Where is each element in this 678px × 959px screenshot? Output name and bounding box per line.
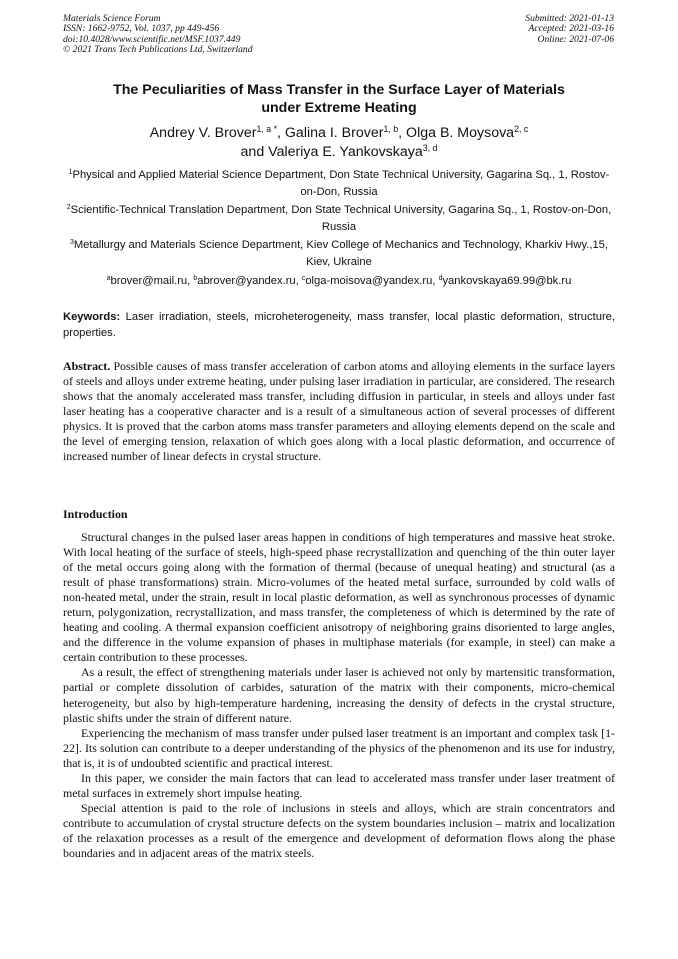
email-mark: a (106, 275, 111, 283)
keywords-label: Keywords: (63, 311, 121, 323)
publication-dates (525, 14, 614, 45)
journal-info (63, 14, 253, 56)
body-paragraph: Structural changes in the pulsed laser areas happen in conditions of high temperatures and massive heat stroke. With local heating of the surface of steels, high-speed phase recrystallization and quenching of the thin outer layer of the metal occurs going along with the formation of thermal (because of unequal heating) and structural (as a result of phase transformations) strain. Micro-volumes of the heated metal surface, surrounded by cold walls of non-heated metal, under the strain, result in local plastic deformation, as well as synchronous processes of dynamic return, polygonization, recrystallization, and mass transfer, the completeness of which is determined by the rate of heating and cooling. A thermal expansion coefficient anisotropy of neighboring grains disoriented to large angles, and the difference in the volume expansion of phases in multiphase materials (for example, in steel) can make a certain contribution to these processes. (63, 530, 615, 665)
author-affiliation-mark: 1, a * (256, 124, 277, 135)
email-link[interactable]: brover@mail.ru (110, 275, 188, 287)
email-mark: c (301, 275, 306, 283)
author-name: Andrey V. Brover (149, 125, 257, 141)
author-affiliation-mark: 3, d (422, 143, 438, 154)
title-line-1: The Peculiarities of Mass Transfer in the Surface Layer of Materials (113, 82, 565, 98)
title-line-2: under Extreme Heating (261, 100, 417, 116)
author-connector: and (240, 144, 265, 160)
abstract-label: Abstract. (63, 359, 111, 373)
email-list: $^a$brover@mail.ru, $^b$abrover@yandex.ru, $^c$olga-moisova@yandex.ru, $^d$yankovskaya69.99@bk.ru (106, 275, 572, 287)
journal-name: Materials Science Forum (63, 13, 161, 24)
body-paragraph: As a result, the effect of strengthening materials under laser is achieved not only by martensitic transformation, partial or complete dissolution of carbides, saturation of the matrix with their components, micro-chemical heterogeneity, but also by high-temperature hardening, increasing the density of defects in the crystal structure, plastic shifts under the strain of different nature. (63, 665, 615, 725)
affiliation-text: Physical and Applied Material Science Department, Don State Technical University, Gagarina Sq., 1, Rostov-on-Don, Russia (72, 169, 610, 198)
paper-title (63, 81, 615, 117)
email-link[interactable]: olga-moisova@yandex.ru (305, 275, 433, 287)
journal-doi: doi:10.4028/www.scientific.net/MSF.1037.449 (63, 33, 241, 45)
affiliation-number: 2 (66, 204, 71, 212)
section-heading-introduction: Introduction (63, 507, 128, 521)
affiliation-text: Scientific-Technical Translation Department, Don State Technical University, Gagarina Sq., 1, Rostov-on-Don, Russia (70, 204, 612, 233)
email-mark: d (438, 275, 443, 283)
email-mark: b (193, 275, 198, 283)
body-paragraph: Experiencing the mechanism of mass transfer under pulsed laser treatment is an important and complex task [1-22]. Its solution can contribute to a deeper understanding of the physics of the phenomenon and its use for industry, that is, it is of undoubted scientific and practical interest. (63, 725, 615, 770)
affiliation-3 (63, 238, 615, 270)
abstract-text: Possible causes of mass transfer acceleration of carbon atoms and alloying elements in the surface layers of steels and alloys under extreme heating, under pulsing laser irradiation in particular, are considered. The research shows that the anomaly accelerated mass transfer, including diffusion in particular, in steels and alloys under fast laser heating has a cooperative character and is a result of a simultaneous action of several processes of different physics. It is proved that the carbon atoms mass transfer parameters and alloying elements depend on the scale and the level of emerging tension, relaxation of which goes along with a local plastic deformation, and occurrence of increased number of linear defects in crystal structure. (63, 359, 615, 464)
email-link[interactable]: abrover@yandex.ru (197, 275, 296, 287)
abstract (63, 359, 615, 464)
body-paragraph: Special attention is paid to the role of inclusions in steels and alloys, which are strain concentrators and contribute to accumulation of crystal structure defects on the system boundaries inclusion – matrix and localization of the relaxation processes as a result of the emergence and development of deformation flows along the phase boundaries and in adjacent areas of the matrix steels. (63, 800, 615, 860)
affiliation-number: 3 (69, 239, 74, 247)
author-list: Andrey V. Brover$^{1, a *}$, Galina I. Brover$^{1, b}$, Olga B. Moysova$^{2, c}$ and Valeriya E. Yankovskaya$^{3, d}$ (149, 124, 529, 160)
affiliation-text: Metallurgy and Materials Science Department, Kiev College of Mechanics and Technology, Kharkiv Hwy.,15, Kiev, Ukraine (73, 239, 608, 268)
author-affiliation-mark: 2, c (514, 124, 529, 135)
date-accepted: Accepted: 2021-03-16 (528, 23, 614, 35)
date-submitted: Submitted: 2021-01-13 (525, 13, 614, 24)
affiliation-2 (63, 203, 615, 235)
body-paragraph: In this paper, we consider the main factors that can lead to accelerated mass transfer under laser treatment of metal surfaces in extremely short impulse heating. (63, 770, 615, 800)
keywords-text: Laser irradiation, steels, microheterogeneity, mass transfer, local plastic deformation, structure, properties. (63, 311, 615, 339)
keywords (63, 310, 615, 341)
author-name: Olga B. Moysova (406, 125, 515, 141)
journal-issn: ISSN: 1662-9752, Vol. 1037, pp 449-456 (63, 23, 220, 35)
author-name: Galina I. Brover (284, 125, 384, 141)
email-link[interactable]: yankovskaya69.99@bk.ru (442, 275, 572, 287)
journal-copyright: © 2021 Trans Tech Publications Ltd, Switzerland (63, 44, 253, 56)
date-online: Online: 2021-07-06 (537, 33, 614, 45)
author-name: Valeriya E. Yankovskaya (268, 144, 423, 160)
author-affiliation-mark: 1, b (383, 124, 399, 135)
affiliation-number: 1 (68, 169, 73, 177)
introduction-body (63, 530, 615, 861)
affiliation-1 (63, 168, 615, 200)
